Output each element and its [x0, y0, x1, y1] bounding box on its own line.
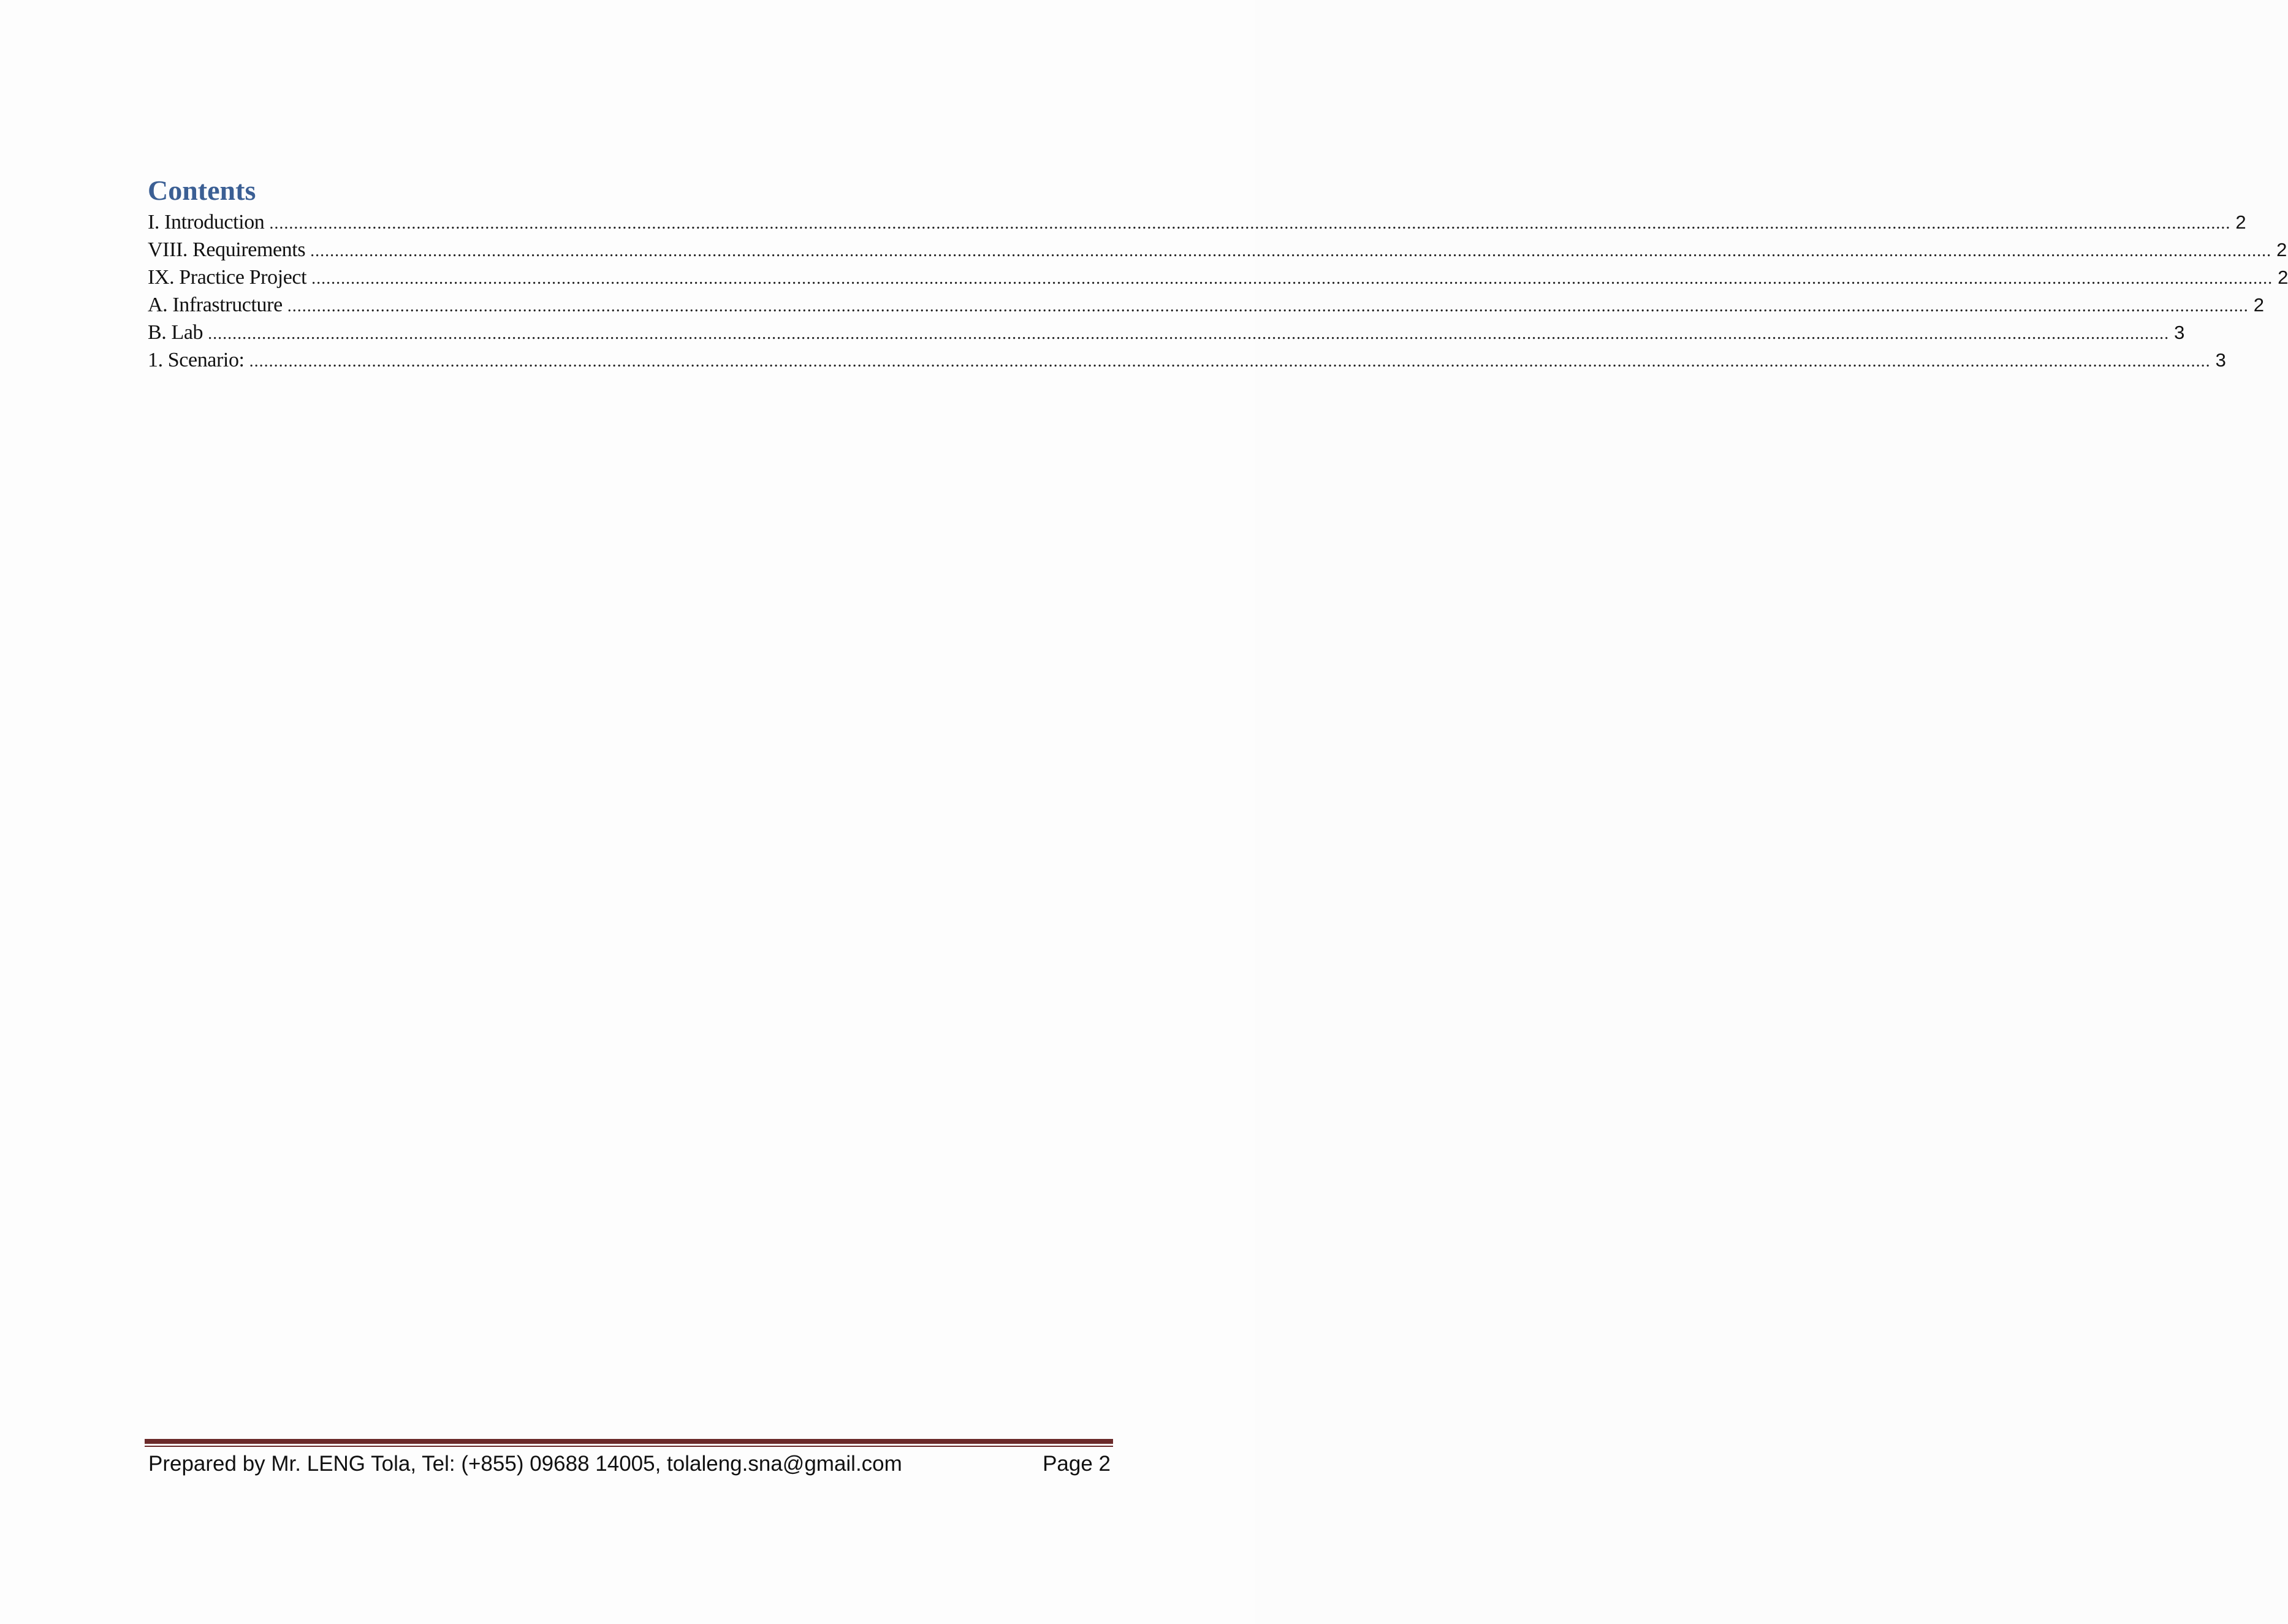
page-footer [148, 1449, 1111, 1479]
toc-entry-page: 2 [2253, 294, 2265, 316]
toc-entry[interactable] [148, 294, 2265, 321]
toc-entry-label: IX. Practice Project [148, 266, 307, 289]
toc-entry-page: 2 [2276, 239, 2287, 260]
footer-rule [145, 1439, 1113, 1444]
toc-entry[interactable] [148, 321, 2185, 349]
toc-leader-dots: ................................................................................................................................................................................................................................................................................................................................................................................................................ [208, 324, 2170, 343]
toc-leader-dots: ................................................................................................................................................................................................................................................................................................................................................................................................................ [249, 352, 2211, 371]
toc-entry-label: VIII. Requirements [148, 238, 306, 261]
toc-entry[interactable] [148, 211, 2246, 238]
toc-entry-page: 2 [2278, 267, 2288, 288]
toc-entry-label: A. Infrastructure [148, 294, 283, 316]
toc-entry-label: 1. Scenario: [148, 349, 245, 371]
toc-entry[interactable] [148, 238, 2287, 266]
toc-entry-page: 3 [2174, 322, 2185, 343]
toc-entry-label: I. Introduction [148, 211, 265, 233]
toc-entry-label: B. Lab [148, 321, 203, 344]
footer-rule-thin [145, 1446, 1113, 1447]
toc-leader-dots: ................................................................................................................................................................................................................................................................................................................................................................................................................ [310, 241, 2272, 260]
toc-entry-page: 3 [2215, 349, 2226, 371]
toc-leader-dots: ................................................................................................................................................................................................................................................................................................................................................................................................................ [311, 269, 2273, 288]
footer-page-number: Page 2 [1043, 1452, 1111, 1476]
toc-leader-dots: ................................................................................................................................................................................................................................................................................................................................................................................................................ [269, 214, 2231, 233]
toc-leader-dots: ................................................................................................................................................................................................................................................................................................................................................................................................................ [287, 297, 2249, 316]
toc-entry[interactable] [148, 266, 2288, 294]
toc-heading: Contents [148, 175, 256, 206]
footer-author-info: Prepared by Mr. LENG Tola, Tel: (+855) 09688 14005, tolaleng.sna@gmail.com [148, 1452, 902, 1476]
toc-entry[interactable] [148, 349, 2226, 376]
table-of-contents [148, 172, 2288, 376]
toc-entry-page: 2 [2235, 211, 2246, 233]
